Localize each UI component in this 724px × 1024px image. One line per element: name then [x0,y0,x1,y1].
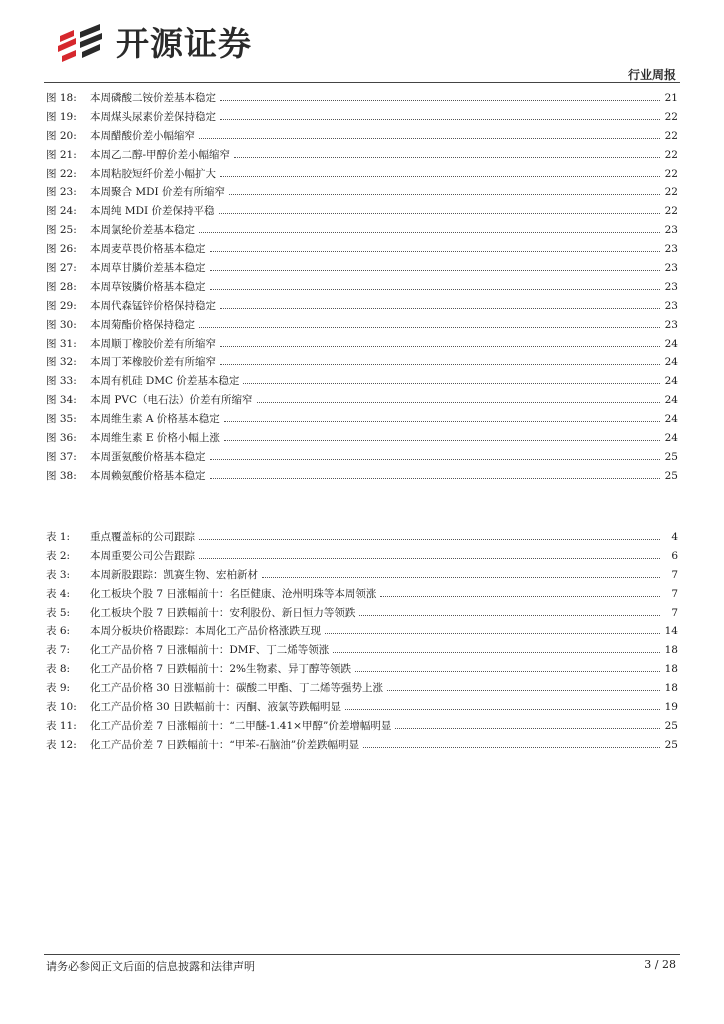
figure-entry[interactable] [46,468,678,487]
dot-leader [224,439,660,441]
dot-leader [359,614,660,616]
dot-leader [380,595,660,597]
dot-leader [387,689,660,691]
entry-page-number: 23 [664,318,678,331]
entry-page-number: 21 [664,92,678,104]
disclaimer-text: 请务必参阅正文后面的信息披露和法律声明 [46,960,255,973]
entry-title: 本周蛋氨酸价格基本稳定 [90,450,206,463]
entry-page-number: 14 [664,625,678,638]
entry-page-number: 23 [664,299,678,312]
entry-label: 表 5: [46,606,71,619]
entry-page-number: 24 [664,394,678,407]
entry-page-number: 25 [664,719,678,732]
figure-entry[interactable] [46,260,678,279]
entry-label: 图 26: [46,243,77,256]
entry-label: 图 38: [46,469,77,482]
entry-title: 本周醋酸价差小幅缩窄 [90,129,195,142]
entry-page-number: 23 [664,243,678,256]
dot-leader [199,557,660,559]
entry-title: 化工板块个股 7 日涨幅前十：名臣健康、沧州明珠等本周领涨 [90,587,377,600]
figure-entry[interactable] [46,449,678,468]
entry-title: 本周有机硅 DMC 价差基本稳定 [90,375,240,388]
entry-page-number: 23 [664,224,678,237]
entry-page-number: 7 [671,587,678,600]
entry-page-number: 22 [664,129,678,142]
dot-leader [333,651,660,653]
entry-title: 本周赖氨酸价格基本稳定 [90,469,206,482]
table-entry[interactable] [46,567,678,586]
entry-title: 本周乙二醇-甲醇价差小幅缩窄 [90,148,231,161]
dot-leader [220,99,660,101]
entry-page-number: 6 [671,549,678,562]
entry-title: 本周纯 MDI 价差保持平稳 [90,205,215,218]
figure-entry[interactable] [46,317,678,336]
figure-entry[interactable] [46,373,678,392]
entry-page-number: 22 [664,186,678,199]
entry-title: 本周草甘膦价差基本稳定 [90,262,206,275]
entry-title: 本周氯纶价差基本稳定 [90,224,195,237]
dot-leader [199,326,660,328]
dot-leader [210,250,661,252]
entry-title: 本周 PVC（电石法）价差有所缩窄 [90,394,253,407]
table-entry[interactable] [46,529,678,548]
entry-title: 化工产品价差 7 日跌幅前十：“甲苯-石脑油”价差跌幅明显 [90,738,360,751]
entry-label: 图 18: [46,92,77,104]
dot-leader [363,746,660,748]
figure-entry[interactable] [46,411,678,430]
table-entry[interactable] [46,605,678,624]
table-entry[interactable] [46,623,678,642]
figure-entry[interactable] [46,90,678,109]
entry-label: 图 23: [46,186,77,199]
figure-entry[interactable] [46,166,678,185]
entry-title: 本周顺丁橡胶价差有所缩窄 [90,337,216,350]
entry-label: 图 29: [46,299,77,312]
figure-entry[interactable] [46,222,678,241]
dot-leader [220,175,660,177]
brand-logo [56,22,276,68]
entry-page-number: 4 [671,531,678,543]
table-entry[interactable] [46,586,678,605]
dot-leader [210,288,661,290]
dot-leader [234,156,660,158]
table-entry[interactable] [46,548,678,567]
entry-title: 重点覆盖标的公司跟踪 [90,531,195,543]
dot-leader [219,212,661,214]
entry-title: 化工产品价差 7 日涨幅前十：“二甲醚-1.41×甲醇”价差增幅明显 [90,719,392,732]
entry-label: 图 30: [46,318,77,331]
figure-entry[interactable] [46,336,678,355]
entry-label: 图 32: [46,356,77,369]
table-entry[interactable] [46,737,678,756]
entry-page-number: 22 [664,205,678,218]
entry-title: 本周草铵膦价格基本稳定 [90,280,206,293]
figure-entry[interactable] [46,109,678,128]
entry-label: 图 21: [46,148,77,161]
entry-label: 表 4: [46,587,71,600]
dot-leader [243,382,660,384]
entry-title: 本周丁苯橡胶价差有所缩窄 [90,356,216,369]
entry-page-number: 22 [664,110,678,123]
entry-label: 图 25: [46,224,77,237]
entry-label: 图 31: [46,337,77,350]
dot-leader [325,632,660,634]
entry-page-number: 22 [664,148,678,161]
entry-title: 本周维生素 A 价格基本稳定 [90,413,220,426]
entry-label: 图 20: [46,129,77,142]
entry-title: 本周粘胶短纤价差小幅扩大 [90,167,216,180]
dot-leader [257,401,660,403]
header-divider [44,82,680,83]
table-entry[interactable] [46,661,678,680]
dot-leader [355,670,660,672]
entry-page-number: 18 [664,682,678,695]
entry-label: 图 19: [46,110,77,123]
figure-entry[interactable] [46,279,678,298]
entry-label: 图 28: [46,280,77,293]
dot-leader [224,420,660,422]
entry-label: 图 34: [46,394,77,407]
entry-label: 图 22: [46,167,77,180]
table-list [46,529,678,756]
footer-divider [44,954,680,955]
entry-page-number: 25 [664,469,678,482]
entry-title: 化工产品价格 7 日涨幅前十：DMF、丁二烯等领涨 [90,644,330,657]
figure-entry[interactable] [46,392,678,411]
entry-label: 图 35: [46,413,77,426]
entry-page-number: 19 [664,701,678,714]
entry-title: 本周重要公司公告跟踪 [90,549,195,562]
entry-title: 本周代森锰锌价格保持稳定 [90,299,216,312]
figure-entry[interactable] [46,430,678,449]
entry-title: 本周分板块价格跟踪：本周化工产品价格涨跌互现 [90,625,321,638]
entry-page-number: 24 [664,375,678,388]
dot-leader [220,118,660,120]
dot-leader [262,576,660,578]
dot-leader [199,538,660,540]
dot-leader [210,269,661,271]
figure-entry[interactable] [46,147,678,166]
entry-label: 表 6: [46,625,71,638]
table-entry[interactable] [46,680,678,699]
entry-title: 化工产品价格 30 日涨幅前十：碳酸二甲酯、丁二烯等强势上涨 [90,682,384,695]
entry-title: 本周聚合 MDI 价差有所缩窄 [90,186,225,199]
entry-page-number: 25 [664,450,678,463]
entry-label: 表 2: [46,549,71,562]
entry-page-number: 24 [664,356,678,369]
dot-leader [395,727,660,729]
entry-title: 本周新股跟踪：凯赛生物、宏柏新材 [90,568,258,581]
entry-label: 表 11: [46,719,77,732]
page-indicator: 3 / 28 [644,958,676,971]
figure-list [46,90,678,487]
entry-page-number: 24 [664,432,678,445]
dot-leader [220,363,660,365]
dot-leader [210,477,661,479]
entry-label: 图 33: [46,375,77,388]
dot-leader [345,708,660,710]
entry-page-number: 24 [664,413,678,426]
figure-entry[interactable] [46,241,678,260]
dot-leader [220,307,660,309]
entry-page-number: 18 [664,663,678,676]
entry-page-number: 7 [671,568,678,581]
dot-leader [199,137,660,139]
entry-page-number: 25 [664,738,678,751]
figure-entry[interactable] [46,128,678,147]
figure-entry[interactable] [46,298,678,317]
entry-title: 本周麦草畏价格基本稳定 [90,243,206,256]
entry-label: 图 36: [46,432,77,445]
dot-leader [229,193,660,195]
entry-label: 表 8: [46,663,71,676]
entry-label: 表 12: [46,738,77,751]
entry-label: 表 3: [46,568,71,581]
entry-label: 图 24: [46,205,77,218]
entry-page-number: 23 [664,280,678,293]
entry-label: 表 1: [46,531,71,543]
kaiyuan-logo-icon [56,24,106,64]
entry-page-number: 24 [664,337,678,350]
report-type-label: 行业周报 [627,68,676,82]
entry-title: 化工板块个股 7 日跌幅前十：安利股份、新日恒力等领跌 [90,606,356,619]
dot-leader [220,345,660,347]
entry-title: 化工产品价格 7 日跌幅前十：2%生物素、异丁醇等领跌 [90,663,352,676]
figure-entry[interactable] [46,203,678,222]
dot-leader [199,231,660,233]
entry-title: 化工产品价格 30 日跌幅前十：丙酮、液氯等跌幅明显 [90,701,342,714]
entry-title: 本周煤头尿素价差保持稳定 [90,110,216,123]
table-entry[interactable] [46,718,678,737]
figure-entry[interactable] [46,354,678,373]
entry-page-number: 18 [664,644,678,657]
entry-page-number: 23 [664,262,678,275]
entry-title: 本周菊酯价格保持稳定 [90,318,195,331]
dot-leader [210,458,661,460]
entry-page-number: 22 [664,167,678,180]
brand-name: 开源证券 [116,24,252,63]
table-entry[interactable] [46,642,678,661]
entry-label: 表 10: [46,701,77,714]
entry-label: 表 9: [46,682,71,695]
entry-page-number: 7 [671,606,678,619]
figure-entry[interactable] [46,184,678,203]
entry-label: 表 7: [46,644,71,657]
entry-title: 本周维生素 E 价格小幅上涨 [90,432,220,445]
entry-label: 图 37: [46,450,77,463]
entry-title: 本周磷酸二铵价差基本稳定 [90,92,216,104]
entry-label: 图 27: [46,262,77,275]
table-entry[interactable] [46,699,678,718]
